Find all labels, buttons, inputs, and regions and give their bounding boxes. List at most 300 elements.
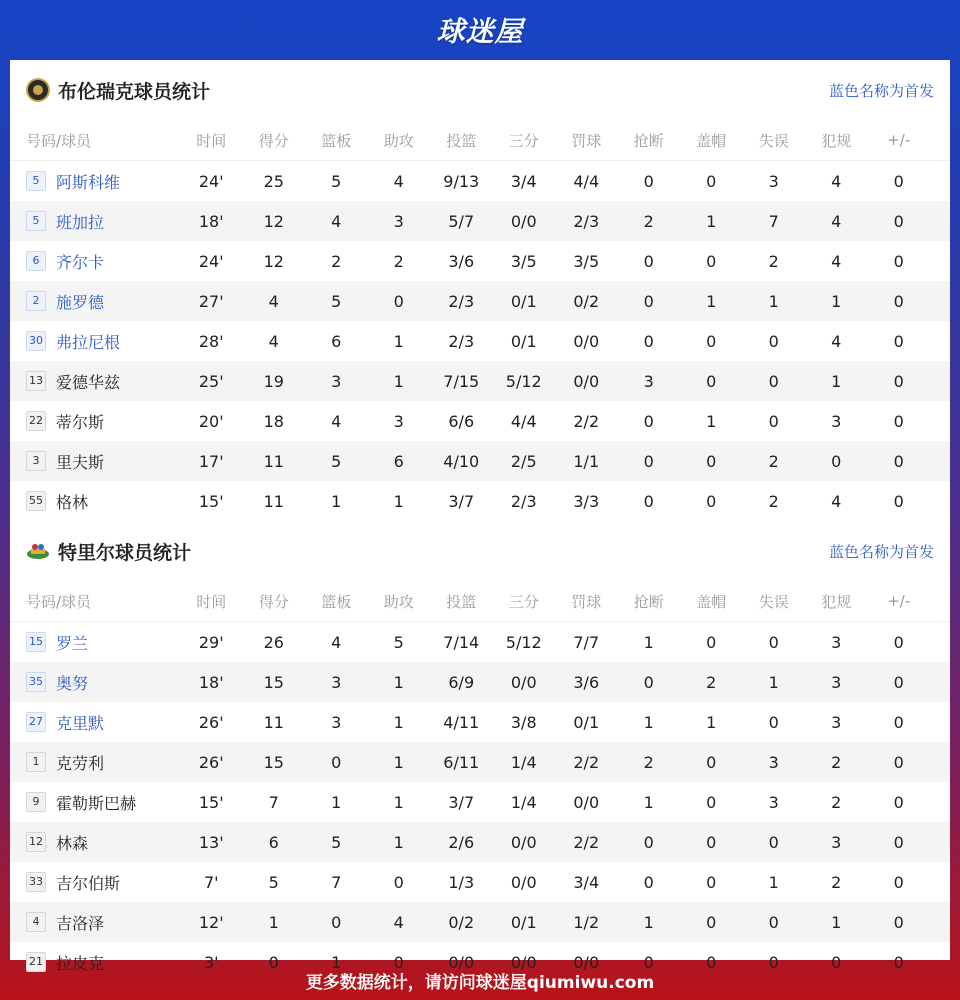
stat-cell: 0 [893, 632, 904, 652]
stat-cell: 1/4 [510, 792, 537, 812]
stat-cell: 0 [893, 952, 904, 972]
column-header: 犯规 [821, 131, 852, 150]
stat-cell: 2 [706, 672, 717, 692]
player-cell [10, 671, 180, 694]
footer-link[interactable]: 更多数据统计，请访问球迷屋qiumiwu.com [305, 972, 655, 993]
stat-cell: 1 [643, 912, 654, 932]
jersey-number: 33 [26, 872, 46, 892]
stat-cell: 15 [263, 672, 284, 692]
stat-cell: 0/0 [573, 331, 600, 351]
stat-cell: 4 [831, 251, 842, 271]
stat-cell: 5 [331, 171, 342, 191]
stat-cell: 4 [331, 411, 342, 431]
jersey-number: 12 [26, 832, 46, 852]
stat-cell: 0 [643, 251, 654, 271]
column-header: 时间 [196, 592, 227, 611]
player-name[interactable]: 蒂尔斯 [56, 412, 105, 432]
stat-cell: 0/2 [573, 291, 600, 311]
stat-cell: 1 [768, 872, 779, 892]
stat-cell: 0 [893, 752, 904, 772]
stat-cell: 3/4 [573, 872, 600, 892]
column-header: 犯规 [821, 592, 852, 611]
stat-cell: 2 [331, 251, 342, 271]
stat-cell: 0 [831, 451, 842, 471]
stat-cell: 0 [706, 752, 717, 772]
stat-cell: 0 [768, 832, 779, 852]
stat-cell: 0 [643, 171, 654, 191]
stat-cell: 2 [831, 872, 842, 892]
stat-cell: 2/3 [573, 211, 600, 231]
stat-cell: 2 [768, 251, 779, 271]
stat-cell: 0 [893, 331, 904, 351]
stat-cell: 28' [198, 331, 224, 351]
stat-cell: 0/0 [448, 952, 475, 972]
stat-cell: 7 [768, 211, 779, 231]
stat-cell: 4 [331, 211, 342, 231]
stat-cell: 0 [706, 251, 717, 271]
stat-cell: 1 [393, 331, 404, 351]
column-header: 罚球 [571, 131, 602, 150]
player-name[interactable]: 施罗德 [56, 292, 105, 312]
stat-cell: 0/0 [573, 371, 600, 391]
team-header [10, 60, 950, 120]
stat-cell: 4 [268, 291, 279, 311]
stat-cell: 0/1 [510, 331, 537, 351]
stat-cell: 4/4 [510, 411, 537, 431]
stat-cell: 3/5 [573, 251, 600, 271]
team-section [10, 60, 950, 521]
stat-cell: 12 [263, 211, 284, 231]
player-cell [10, 410, 180, 433]
stat-cell: 0 [706, 952, 717, 972]
stat-cell: 0 [643, 952, 654, 972]
stat-cell: 1 [831, 371, 842, 391]
stat-cell: 6 [268, 832, 279, 852]
stat-cell: 26 [263, 632, 284, 652]
jersey-number: 55 [26, 491, 46, 511]
stat-cell: 1 [393, 832, 404, 852]
stat-cell: 3 [393, 411, 404, 431]
stat-cell: 0 [706, 912, 717, 932]
stat-cell: 4 [831, 171, 842, 191]
stat-cell: 2 [768, 491, 779, 511]
stat-cell: 6/11 [443, 752, 480, 772]
player-name[interactable]: 克里默 [56, 713, 105, 733]
stat-cell: 3 [831, 632, 842, 652]
stat-cell: 19 [263, 371, 284, 391]
stat-cell: 5 [331, 291, 342, 311]
jersey-number: 6 [26, 251, 46, 271]
stat-cell: 3 [331, 672, 342, 692]
stat-cell: 0 [893, 291, 904, 311]
stat-cell: 0 [768, 952, 779, 972]
jersey-number: 4 [26, 912, 46, 932]
stat-cell: 0 [893, 672, 904, 692]
stat-cell: 3 [831, 712, 842, 732]
player-name[interactable]: 爱德华兹 [56, 372, 121, 392]
team-title: 特里尔球员统计 [58, 541, 192, 564]
player-cell [10, 751, 180, 774]
table-row [10, 862, 950, 902]
jersey-number: 5 [26, 211, 46, 231]
stat-cell: 0 [893, 171, 904, 191]
stat-cell: 0 [893, 451, 904, 471]
stat-cell: 0 [706, 792, 717, 812]
team-title: 布伦瑞克球员统计 [58, 80, 211, 103]
stat-cell: 0 [768, 411, 779, 431]
stat-cell: 0 [768, 331, 779, 351]
stat-cell: 3 [393, 211, 404, 231]
stat-cell: 4 [393, 171, 404, 191]
table-row [10, 161, 950, 201]
column-header: +/- [887, 131, 911, 149]
table-row [10, 201, 950, 241]
stat-cell: 17' [198, 451, 224, 471]
player-cell [10, 831, 180, 854]
stat-cell: 0 [706, 491, 717, 511]
stat-cell: 1/3 [448, 872, 475, 892]
player-cell [10, 631, 180, 654]
stat-cell: 3 [643, 371, 654, 391]
stat-cell: 6 [393, 451, 404, 471]
player-cell [10, 290, 180, 313]
player-name[interactable]: 奥努 [56, 673, 89, 693]
stat-cell: 26' [198, 752, 224, 772]
player-name[interactable]: 里夫斯 [56, 452, 105, 472]
player-name[interactable]: 阿斯科维 [56, 172, 121, 192]
stat-cell: 0 [893, 211, 904, 231]
table-row [10, 281, 950, 321]
stat-cell: 2/3 [448, 331, 475, 351]
stat-cell: 2/5 [510, 451, 537, 471]
column-header: 篮板 [321, 131, 352, 150]
table-row [10, 321, 950, 361]
team-section [10, 521, 950, 982]
table-row [10, 822, 950, 862]
stat-cell: 0 [643, 672, 654, 692]
stat-cell: 1/2 [573, 912, 600, 932]
column-header: 罚球 [571, 592, 602, 611]
column-header: 盖帽 [696, 131, 727, 150]
player-cell [10, 911, 180, 934]
player-cell [10, 711, 180, 734]
stat-cell: 0/0 [573, 952, 600, 972]
stat-cell: 2/6 [448, 832, 475, 852]
column-header: 得分 [258, 131, 289, 150]
stat-cell: 3/4 [510, 171, 537, 191]
player-cell [10, 450, 180, 473]
player-name[interactable]: 班加拉 [56, 212, 105, 232]
jersey-number: 9 [26, 792, 46, 812]
stat-cell: 18' [198, 211, 224, 231]
stat-cell: 1 [706, 411, 717, 431]
stat-cell: 2/3 [510, 491, 537, 511]
stat-cell: 0 [706, 331, 717, 351]
stat-cell: 0 [893, 832, 904, 852]
stat-cell: 3/8 [510, 712, 537, 732]
stat-cell: 3/6 [573, 672, 600, 692]
column-header: 助攻 [383, 131, 414, 150]
stat-cell: 0/1 [510, 291, 537, 311]
stat-cell: 1 [706, 211, 717, 231]
stat-cell: 3/7 [448, 792, 475, 812]
column-header: 投篮 [446, 131, 477, 150]
player-name[interactable]: 吉洛泽 [56, 913, 105, 933]
table-row [10, 401, 950, 441]
stat-cell: 1 [393, 672, 404, 692]
stat-cell: 6/6 [448, 411, 475, 431]
stat-cell: 1/1 [573, 451, 600, 471]
jersey-number: 35 [26, 672, 46, 692]
stat-cell: 0 [831, 952, 842, 972]
player-name[interactable]: 罗兰 [56, 633, 89, 653]
table-row [10, 622, 950, 662]
stat-cell: 25 [263, 171, 284, 191]
stat-cell: 11 [263, 451, 284, 471]
stat-cell: 2/2 [573, 752, 600, 772]
stat-cell: 2/2 [573, 832, 600, 852]
stat-cell: 1 [768, 291, 779, 311]
column-header: 号码/球员 [26, 131, 92, 150]
stat-cell: 1 [331, 792, 342, 812]
stat-cell: 4/10 [443, 451, 480, 471]
stat-cell: 0 [706, 632, 717, 652]
stat-cell: 15' [198, 491, 224, 511]
stat-cell: 1 [393, 752, 404, 772]
stat-cell: 0 [643, 491, 654, 511]
stat-cell: 3/3 [573, 491, 600, 511]
table-row [10, 481, 950, 521]
stat-cell: 1 [768, 672, 779, 692]
column-header: 三分 [508, 592, 539, 611]
stat-cell: 3 [831, 672, 842, 692]
stat-cell: 11 [263, 712, 284, 732]
column-header: +/- [887, 592, 911, 610]
stat-cell: 2/2 [573, 411, 600, 431]
stat-cell: 29' [198, 632, 224, 652]
stat-cell: 26' [198, 712, 224, 732]
stat-cell: 0/1 [573, 712, 600, 732]
player-cell [10, 170, 180, 193]
table-row [10, 361, 950, 401]
player-name[interactable]: 林森 [56, 833, 89, 853]
stat-cell: 0/0 [510, 872, 537, 892]
table-row [10, 902, 950, 942]
player-cell [10, 210, 180, 233]
stat-cell: 4 [831, 331, 842, 351]
stat-cell: 0 [893, 912, 904, 932]
column-header: 三分 [508, 131, 539, 150]
logo-dot [33, 85, 43, 95]
stat-cell: 7 [268, 792, 279, 812]
stat-cell: 4 [393, 912, 404, 932]
player-cell [10, 250, 180, 273]
stat-cell: 7' [203, 872, 219, 892]
stat-cell: 3 [768, 752, 779, 772]
column-header: 抢断 [633, 131, 664, 150]
stat-cell: 0 [768, 371, 779, 391]
column-header: 投篮 [446, 592, 477, 611]
jersey-number: 1 [26, 752, 46, 772]
stat-cell: 11 [263, 491, 284, 511]
starter-note: 蓝色名称为首发 [828, 542, 934, 561]
stat-cell: 0 [893, 371, 904, 391]
stat-cell: 0 [768, 912, 779, 932]
header [0, 0, 960, 60]
column-header: 失误 [758, 131, 789, 150]
stat-cell: 0/2 [448, 912, 475, 932]
stat-cell: 0 [393, 872, 404, 892]
stats-card [10, 60, 950, 973]
stat-cell: 0 [643, 411, 654, 431]
table-header [10, 581, 950, 622]
player-name[interactable]: 吉尔伯斯 [56, 873, 121, 893]
stat-cell: 4 [268, 331, 279, 351]
stat-cell: 2 [643, 752, 654, 772]
team-title-group [26, 538, 191, 565]
stat-cell: 7/14 [443, 632, 480, 652]
stat-cell: 0 [706, 872, 717, 892]
stat-cell: 2 [393, 251, 404, 271]
stat-cell: 3 [831, 832, 842, 852]
stat-cell: 4/4 [573, 171, 600, 191]
stat-cell: 9/13 [443, 171, 480, 191]
table-row [10, 441, 950, 481]
stat-cell: 1 [831, 291, 842, 311]
stat-cell: 0 [643, 832, 654, 852]
stat-cell: 4 [331, 632, 342, 652]
stat-cell: 1 [393, 792, 404, 812]
stat-cell: 2 [831, 792, 842, 812]
table-row [10, 662, 950, 702]
column-header: 号码/球员 [26, 592, 92, 611]
stat-cell: 7 [331, 872, 342, 892]
stat-cell: 1 [643, 792, 654, 812]
stat-cell: 18' [198, 672, 224, 692]
stat-cell: 15' [198, 792, 224, 812]
stat-cell: 6 [331, 331, 342, 351]
stat-cell: 3 [768, 171, 779, 191]
stat-cell: 6/9 [448, 672, 475, 692]
stat-cell: 3 [331, 712, 342, 732]
team-title-group [26, 77, 210, 104]
jersey-number: 22 [26, 411, 46, 431]
column-header: 失误 [758, 592, 789, 611]
stat-cell: 1 [706, 712, 717, 732]
player-cell [10, 490, 180, 513]
stat-cell: 1/4 [510, 752, 537, 772]
table-header [10, 120, 950, 161]
stat-cell: 25' [198, 371, 224, 391]
stat-cell: 18 [263, 411, 284, 431]
stat-cell: 0/0 [573, 792, 600, 812]
stat-cell: 3' [203, 952, 219, 972]
table-row [10, 241, 950, 281]
stat-cell: 0 [893, 872, 904, 892]
player-cell [10, 370, 180, 393]
jersey-number: 13 [26, 371, 46, 391]
stat-cell: 0/0 [510, 832, 537, 852]
player-name[interactable]: 拉皮克 [56, 953, 105, 973]
stat-cell: 0 [331, 912, 342, 932]
stat-cell: 7/15 [443, 371, 480, 391]
stat-cell: 0 [768, 712, 779, 732]
stat-cell: 15 [263, 752, 284, 772]
jersey-number: 5 [26, 171, 46, 191]
stat-cell: 0 [393, 291, 404, 311]
stat-cell: 5/7 [448, 211, 475, 231]
player-name[interactable]: 霍勒斯巴赫 [56, 793, 137, 813]
team-header [10, 521, 950, 581]
stat-cell: 5 [393, 632, 404, 652]
stat-cell: 24' [198, 171, 224, 191]
player-name[interactable]: 齐尔卡 [56, 252, 105, 272]
stat-cell: 5/12 [505, 632, 542, 652]
stat-cell: 27' [198, 291, 224, 311]
stat-cell: 0 [893, 411, 904, 431]
stat-cell: 7/7 [573, 632, 600, 652]
stat-cell: 1 [331, 952, 342, 972]
stat-cell: 2 [768, 451, 779, 471]
player-cell [10, 791, 180, 814]
table-row [10, 742, 950, 782]
stat-cell: 1 [331, 491, 342, 511]
stat-cell: 0 [643, 291, 654, 311]
column-header: 时间 [196, 131, 227, 150]
stat-cell: 3/6 [448, 251, 475, 271]
stat-cell: 0 [768, 632, 779, 652]
stat-cell: 3 [831, 411, 842, 431]
player-name[interactable]: 弗拉尼根 [56, 332, 121, 352]
stat-cell: 2 [643, 211, 654, 231]
stat-cell: 4/11 [443, 712, 480, 732]
stat-cell: 1 [643, 632, 654, 652]
column-header: 篮板 [321, 592, 352, 611]
stat-cell: 1 [393, 712, 404, 732]
stat-cell: 0 [706, 171, 717, 191]
stat-cell: 12' [198, 912, 224, 932]
stat-cell: 0 [706, 832, 717, 852]
stat-cell: 5/12 [505, 371, 542, 391]
stat-cell: 0 [893, 251, 904, 271]
stat-cell: 1 [643, 712, 654, 732]
trier-logo-icon [26, 539, 50, 563]
stat-cell: 2 [831, 752, 842, 772]
stat-cell: 24' [198, 251, 224, 271]
stat-cell: 5 [268, 872, 279, 892]
brunswick-logo-icon [26, 78, 50, 102]
stat-cell: 0/1 [510, 912, 537, 932]
player-cell [10, 330, 180, 353]
stat-cell: 12 [263, 251, 284, 271]
player-name[interactable]: 格林 [56, 492, 89, 512]
player-name[interactable]: 克劳利 [56, 753, 105, 773]
stat-cell: 0 [643, 451, 654, 471]
jersey-number: 27 [26, 712, 46, 732]
jersey-number: 15 [26, 632, 46, 652]
stat-cell: 1 [268, 912, 279, 932]
brand-logo: 球迷屋 [436, 15, 524, 48]
stat-cell: 13' [198, 832, 224, 852]
starter-note: 蓝色名称为首发 [828, 81, 934, 100]
column-header: 得分 [258, 592, 289, 611]
stat-cell: 4 [831, 211, 842, 231]
player-cell [10, 871, 180, 894]
jersey-number: 2 [26, 291, 46, 311]
stat-cell: 0 [643, 872, 654, 892]
column-header: 抢断 [633, 592, 664, 611]
column-header: 助攻 [383, 592, 414, 611]
